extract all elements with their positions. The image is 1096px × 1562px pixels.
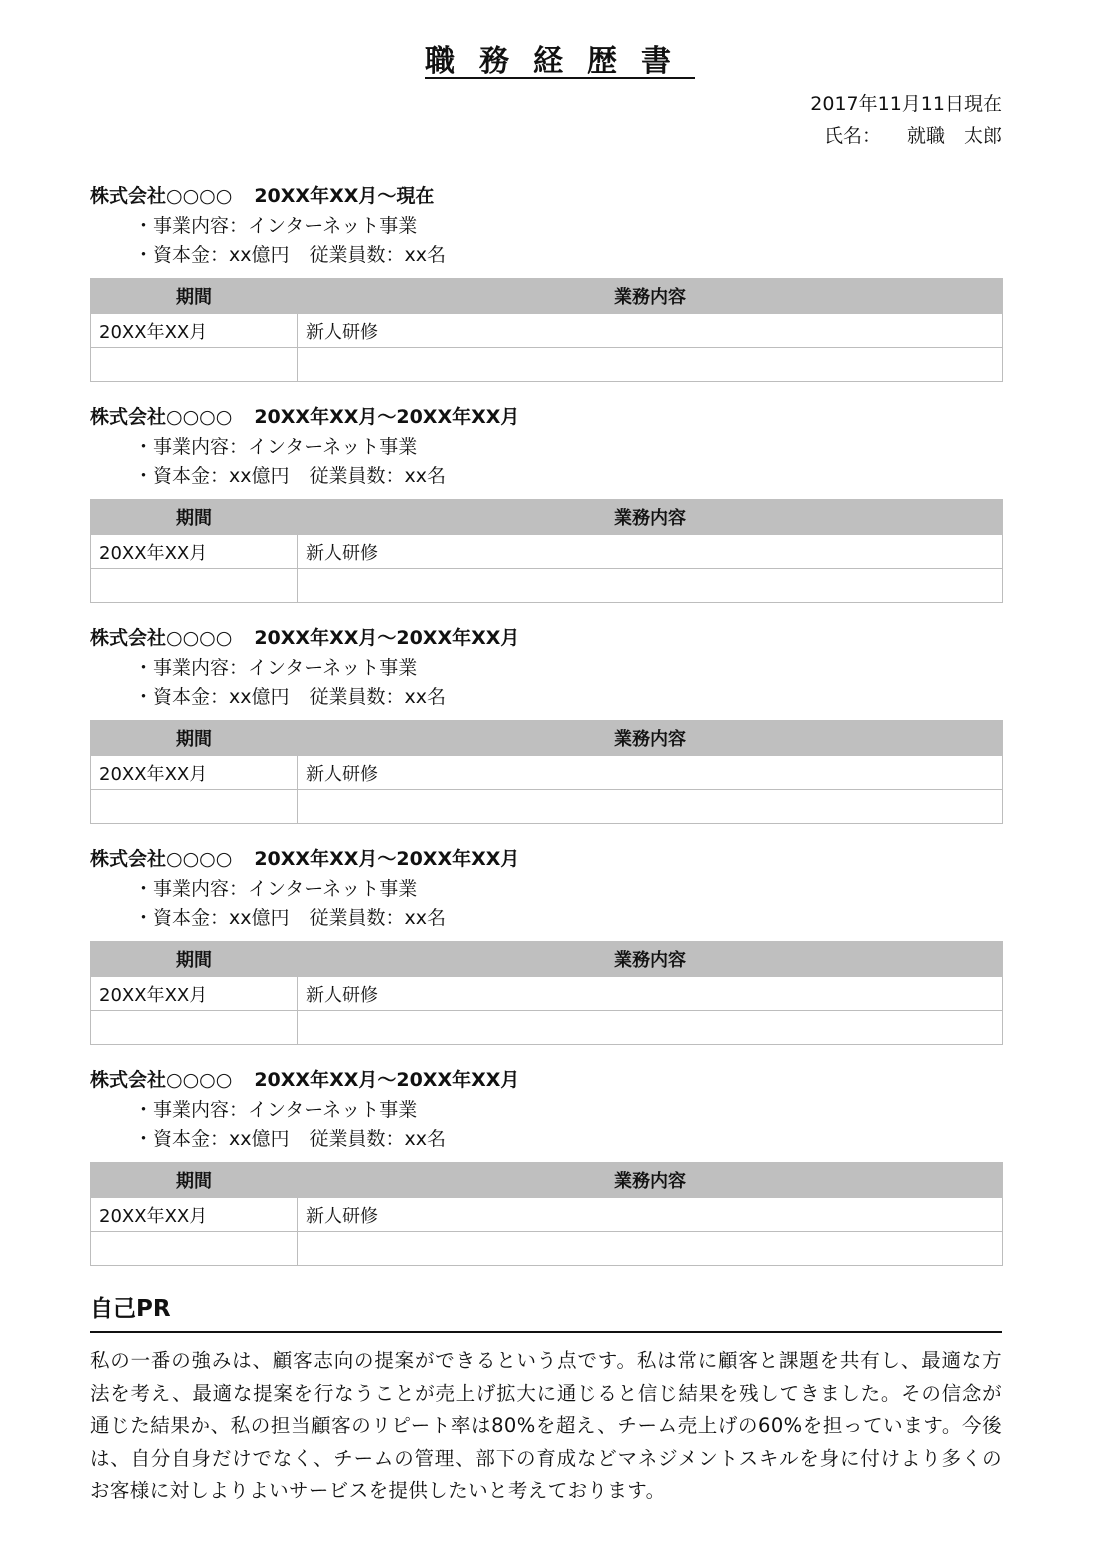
header-period: 期間 [91,1163,298,1198]
cell-content: 新人研修 [298,314,1003,348]
date-line: 2017年11月11日現在 [810,93,1002,115]
company-employees: 従業員数：xx名 [309,907,446,929]
header-content: 業務内容 [298,1163,1003,1198]
company-title [90,622,1002,654]
header-period: 期間 [91,942,298,977]
cell-content [298,348,1003,382]
company-period: 20XX年XX月〜20XX年XX月 [254,627,520,649]
company-business: ・事業内容：インターネット事業 [134,1099,418,1121]
table-row [91,1011,1003,1045]
company-title [90,1064,1002,1096]
table-header-row [91,279,1003,314]
name-line [810,120,1002,152]
duty-table [90,720,1003,824]
company-name: 株式会社○○○○ [90,1069,233,1091]
cell-content [298,1011,1003,1045]
company-period: 20XX年XX月〜20XX年XX月 [254,406,520,428]
company-capital: ・資本金：xx億円 [134,1128,290,1150]
table-row [91,756,1003,790]
name-label: 氏名： [823,125,881,147]
table-header-row [91,500,1003,535]
cell-content [298,790,1003,824]
table-row [91,569,1003,603]
duty-table [90,1162,1003,1266]
cell-content: 新人研修 [298,1198,1003,1232]
cell-content [298,569,1003,603]
company-employees: 従業員数：xx名 [309,465,446,487]
company-section [90,180,1002,401]
document-title: 職務経歴書 [425,44,695,79]
company-employees: 従業員数：xx名 [309,244,446,266]
company-capital-employees [90,241,1002,270]
company-capital-employees [90,1125,1002,1154]
cell-period [91,1232,298,1266]
company-business: ・事業内容：インターネット事業 [134,215,418,237]
name-value: 就職 太郎 [906,125,1002,147]
table-header-row [91,1163,1003,1198]
cell-period: 20XX年XX月 [91,977,298,1011]
career-history [90,180,1002,1285]
cell-period: 20XX年XX月 [91,535,298,569]
company-name: 株式会社○○○○ [90,627,233,649]
company-section [90,1064,1002,1285]
company-title [90,180,1002,212]
company-title [90,401,1002,433]
header-content: 業務内容 [298,279,1003,314]
header-content: 業務内容 [298,500,1003,535]
company-capital: ・資本金：xx億円 [134,244,290,266]
duty-table [90,499,1003,603]
company-employees: 従業員数：xx名 [309,1128,446,1150]
cell-period: 20XX年XX月 [91,756,298,790]
company-employees: 従業員数：xx名 [309,686,446,708]
table-row [91,348,1003,382]
company-title [90,843,1002,875]
company-period: 20XX年XX月〜20XX年XX月 [254,1069,520,1091]
cell-content [298,1232,1003,1266]
table-row [91,1198,1003,1232]
cell-period: 20XX年XX月 [91,314,298,348]
company-name: 株式会社○○○○ [90,406,233,428]
cell-period [91,1011,298,1045]
document-header [810,88,1002,152]
company-name: 株式会社○○○○ [90,848,233,870]
cell-period: 20XX年XX月 [91,1198,298,1232]
cell-content: 新人研修 [298,535,1003,569]
company-capital-employees [90,683,1002,712]
cell-period [91,790,298,824]
cell-period [91,348,298,382]
table-header-row [91,942,1003,977]
table-row [91,790,1003,824]
self-pr-heading: 自己PR [90,1290,1002,1333]
company-business: ・事業内容：インターネット事業 [134,657,418,679]
company-section [90,622,1002,843]
duty-table [90,941,1003,1045]
header-period: 期間 [91,721,298,756]
self-pr-section [90,1290,1002,1508]
company-capital: ・資本金：xx億円 [134,686,290,708]
table-row [91,314,1003,348]
company-period: 20XX年XX月〜20XX年XX月 [254,848,520,870]
header-period: 期間 [91,279,298,314]
table-header-row [91,721,1003,756]
company-business: ・事業内容：インターネット事業 [134,878,418,900]
header-content: 業務内容 [298,721,1003,756]
duty-table [90,278,1003,382]
company-capital-employees [90,904,1002,933]
header-period: 期間 [91,500,298,535]
company-capital-employees [90,462,1002,491]
table-row [91,977,1003,1011]
company-name: 株式会社○○○○ [90,185,233,207]
table-row [91,535,1003,569]
header-content: 業務内容 [298,942,1003,977]
company-capital: ・資本金：xx億円 [134,907,290,929]
self-pr-body: 私の一番の強みは、顧客志向の提案ができるという点です。私は常に顧客と課題を共有し、最適な方法を考え、最適な提案を行なうことが売上げ拡大に通じると信じ結果を残してきました。その信念が通じた結果か、私の担当顧客のリピート率は80%を超え、チーム売上げの60%を担っています。今後は、自分自身だけでなく、チームの管理、部下の育成などマネジメントスキルを身に付けより多くのお客様に対しよりよいサービスを提供したいと考えております。 [90,1349,1002,1502]
company-period: 20XX年XX月〜現在 [254,185,435,207]
company-capital: ・資本金：xx億円 [134,465,290,487]
table-row [91,1232,1003,1266]
company-section [90,401,1002,622]
company-section [90,843,1002,1064]
cell-content: 新人研修 [298,977,1003,1011]
company-business: ・事業内容：インターネット事業 [134,436,418,458]
cell-period [91,569,298,603]
cell-content: 新人研修 [298,756,1003,790]
